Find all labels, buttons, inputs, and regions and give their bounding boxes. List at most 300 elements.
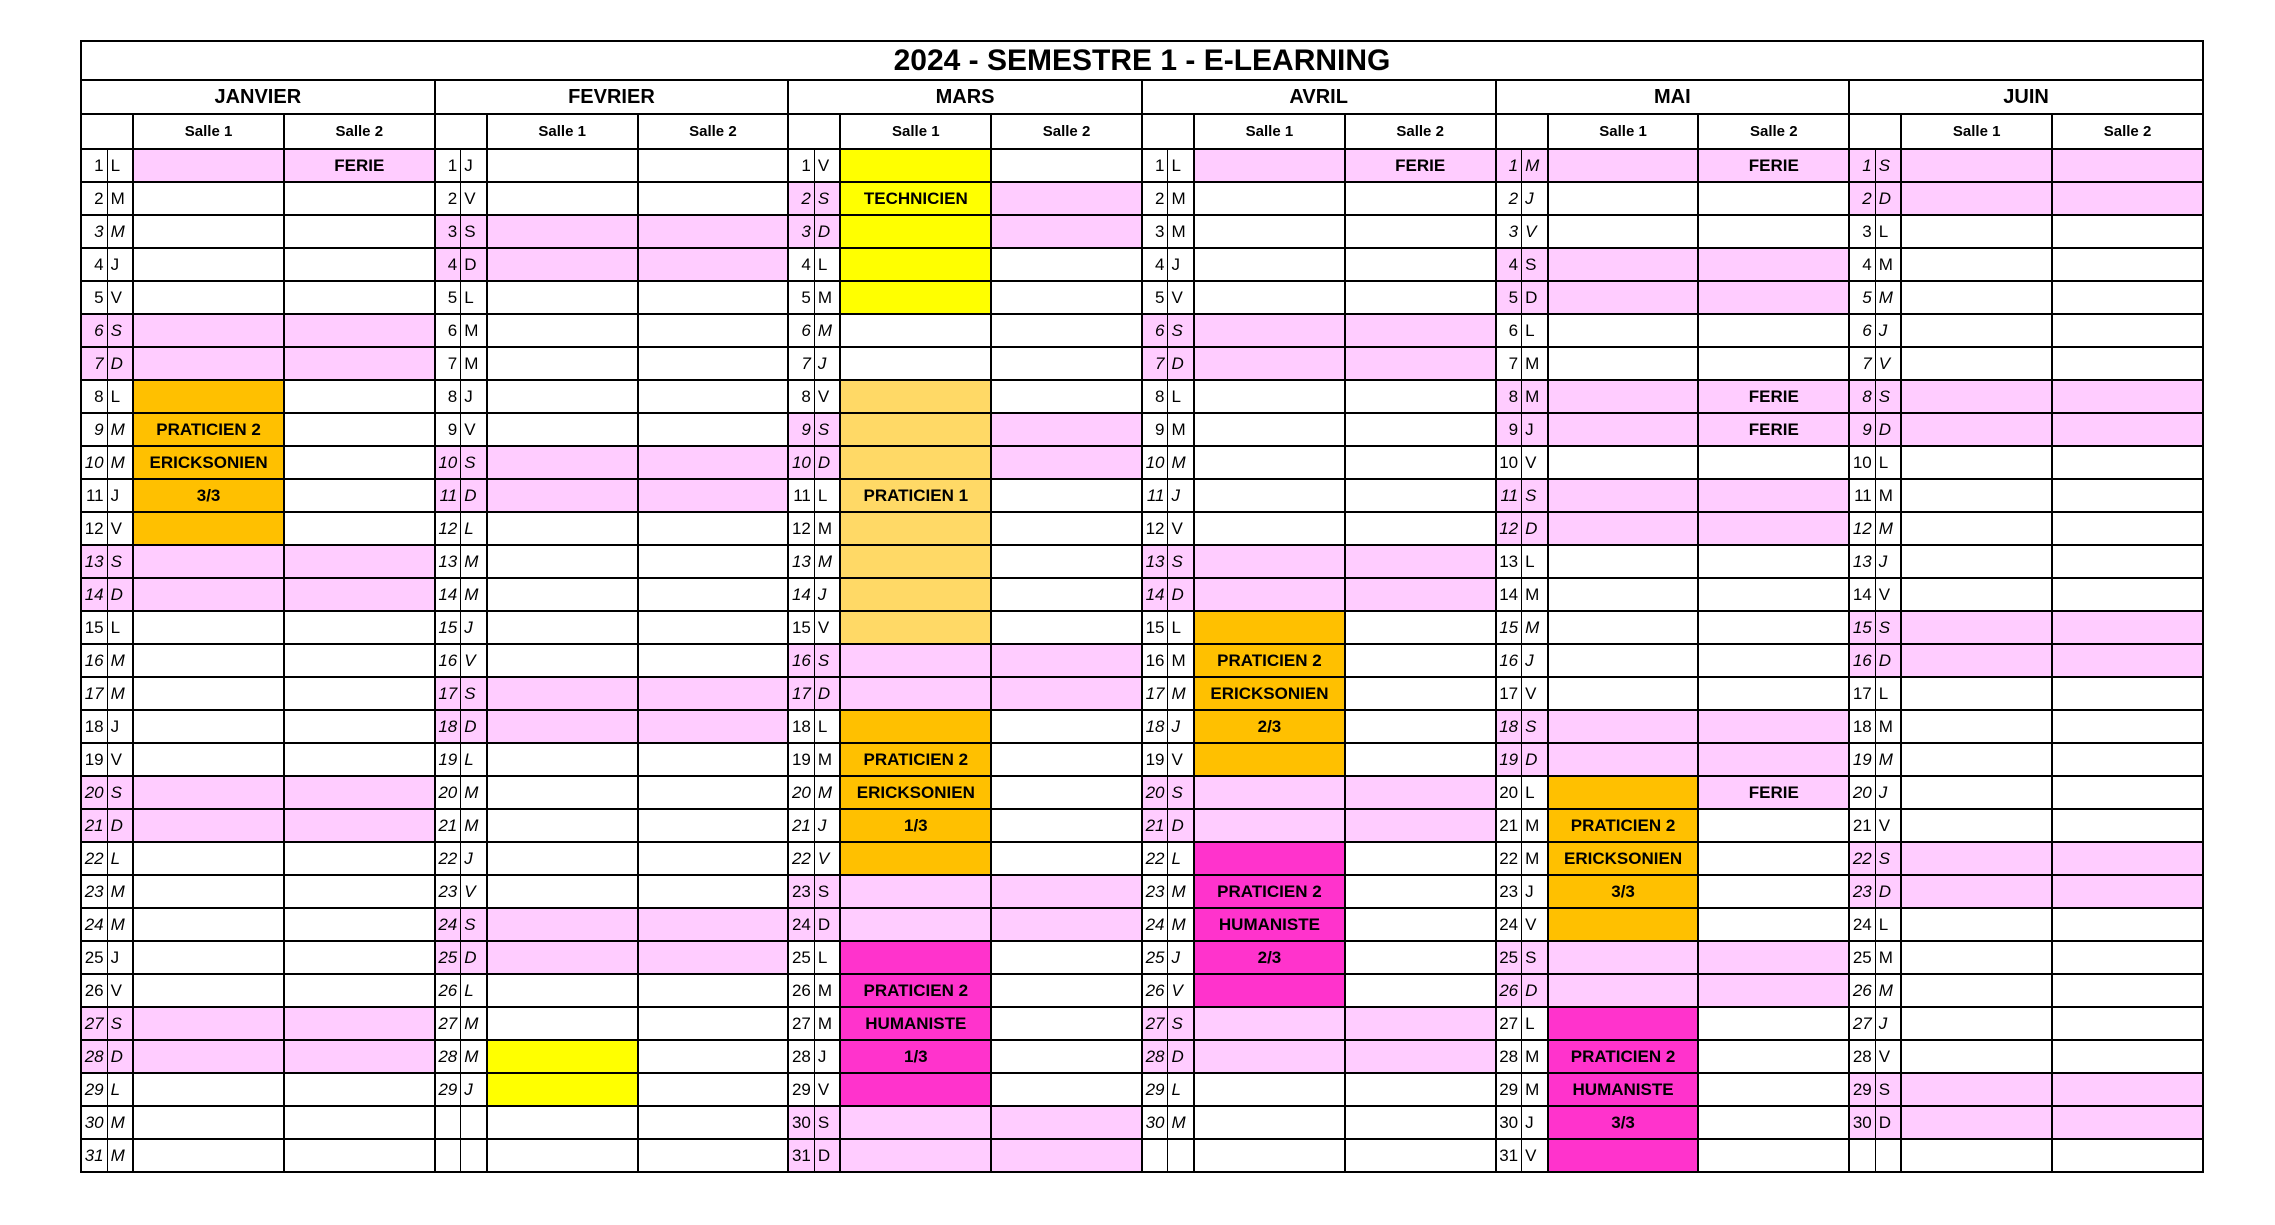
- salle-1-cell: [487, 347, 638, 380]
- salle-2-cell: [1345, 479, 1496, 512]
- salle-2-cell: [284, 1073, 435, 1106]
- salle-1-cell: [1194, 776, 1345, 809]
- salle-1-cell: [487, 644, 638, 677]
- month-header-janvier: JANVIER: [81, 80, 435, 114]
- salle-1-cell: [487, 611, 638, 644]
- day-number: 12: [788, 512, 814, 545]
- salle-2-cell: [1698, 479, 1849, 512]
- salle-1-cell: PRATICIEN 1: [840, 479, 991, 512]
- salle-1-cell: [133, 545, 284, 578]
- day-letter: S: [461, 446, 487, 479]
- day-row: [81, 842, 2203, 875]
- salle-2-cell: [284, 413, 435, 446]
- salle-1-cell: [133, 578, 284, 611]
- room-header-salle-2: Salle 2: [991, 114, 1142, 149]
- day-number: 27: [1142, 1007, 1168, 1040]
- salle-1-cell: [1548, 413, 1699, 446]
- salle-1-cell: [1548, 941, 1699, 974]
- salle-2-cell: [638, 842, 789, 875]
- room-header-salle-1: Salle 1: [133, 114, 284, 149]
- day-number: 21: [788, 809, 814, 842]
- salle-1-cell: [487, 875, 638, 908]
- salle-2-cell: [638, 776, 789, 809]
- salle-1-cell: PRATICIEN 2: [840, 974, 991, 1007]
- salle-2-cell: FERIE: [1698, 413, 1849, 446]
- salle-1-cell: HUMANISTE: [1194, 908, 1345, 941]
- day-letter: J: [814, 809, 840, 842]
- day-row: [81, 710, 2203, 743]
- day-row: [81, 677, 2203, 710]
- day-number: 8: [1142, 380, 1168, 413]
- day-letter: S: [814, 644, 840, 677]
- salle-2-cell: [638, 215, 789, 248]
- salle-2-cell: [2052, 512, 2203, 545]
- salle-1-cell: [133, 248, 284, 281]
- day-letter: S: [1168, 776, 1194, 809]
- day-letter: M: [814, 545, 840, 578]
- salle-1-cell: [1901, 974, 2052, 1007]
- salle-1-cell: [1194, 809, 1345, 842]
- day-letter: V: [1875, 1040, 1901, 1073]
- salle-1-cell: [1901, 743, 2052, 776]
- salle-2-cell: [2052, 281, 2203, 314]
- day-letter: M: [107, 1106, 133, 1139]
- salle-1-cell: [1548, 182, 1699, 215]
- month-header-mars: MARS: [788, 80, 1142, 114]
- day-number: 12: [1142, 512, 1168, 545]
- day-number: 1: [1496, 149, 1522, 182]
- day-number: 14: [788, 578, 814, 611]
- day-letter: V: [814, 842, 840, 875]
- salle-2-cell: [638, 545, 789, 578]
- salle-2-cell: [638, 446, 789, 479]
- day-letter: M: [1875, 710, 1901, 743]
- day-number: 10: [788, 446, 814, 479]
- day-number: 6: [1849, 314, 1875, 347]
- day-number: 10: [1849, 446, 1875, 479]
- day-number: 23: [788, 875, 814, 908]
- day-number: 19: [1496, 743, 1522, 776]
- day-number: 8: [81, 380, 107, 413]
- day-number: 2: [1142, 182, 1168, 215]
- day-number: 27: [435, 1007, 461, 1040]
- day-letter: V: [461, 182, 487, 215]
- day-letter: M: [1168, 644, 1194, 677]
- day-number: 30: [788, 1106, 814, 1139]
- salle-2-cell: [2052, 1007, 2203, 1040]
- day-letter: S: [1522, 479, 1548, 512]
- salle-1-cell: [1901, 149, 2052, 182]
- day-letter: V: [107, 281, 133, 314]
- day-letter: D: [107, 578, 133, 611]
- day-letter: J: [1875, 545, 1901, 578]
- day-letter: L: [461, 512, 487, 545]
- salle-1-cell: [1548, 974, 1699, 1007]
- salle-2-cell: [284, 215, 435, 248]
- salle-2-cell: [2052, 413, 2203, 446]
- day-letter: S: [1875, 611, 1901, 644]
- day-number: 16: [1849, 644, 1875, 677]
- salle-2-cell: [1345, 578, 1496, 611]
- day-letter: D: [814, 677, 840, 710]
- salle-2-cell: [284, 248, 435, 281]
- salle-2-cell: [1698, 578, 1849, 611]
- day-number: 19: [435, 743, 461, 776]
- day-number: 15: [435, 611, 461, 644]
- day-letter: L: [814, 479, 840, 512]
- salle-1-cell: [1194, 1139, 1345, 1172]
- day-row: [81, 479, 2203, 512]
- salle-2-cell: [2052, 875, 2203, 908]
- day-letter: V: [1168, 974, 1194, 1007]
- salle-2-cell: [284, 545, 435, 578]
- day-row: [81, 347, 2203, 380]
- day-letter: J: [1522, 644, 1548, 677]
- salle-2-cell: [638, 908, 789, 941]
- salle-2-cell: [991, 347, 1142, 380]
- salle-1-cell: [487, 809, 638, 842]
- salle-1-cell: [1901, 314, 2052, 347]
- day-row: [81, 644, 2203, 677]
- day-number: 24: [1496, 908, 1522, 941]
- day-number: 14: [1142, 578, 1168, 611]
- day-letter: V: [814, 380, 840, 413]
- day-letter: L: [1168, 842, 1194, 875]
- day-letter: J: [107, 710, 133, 743]
- day-row: [81, 182, 2203, 215]
- day-number: 23: [1849, 875, 1875, 908]
- day-number: 30: [1849, 1106, 1875, 1139]
- day-number: 10: [1142, 446, 1168, 479]
- salle-1-cell: [487, 974, 638, 1007]
- day-number: 6: [81, 314, 107, 347]
- salle-2-cell: [2052, 347, 2203, 380]
- salle-1-cell: [840, 413, 991, 446]
- salle-1-cell: [1194, 215, 1345, 248]
- day-number: 28: [1142, 1040, 1168, 1073]
- salle-1-cell: [1548, 380, 1699, 413]
- day-letter: V: [814, 1073, 840, 1106]
- salle-1-cell: [1901, 248, 2052, 281]
- day-number: 18: [435, 710, 461, 743]
- day-letter: M: [461, 1007, 487, 1040]
- salle-2-cell: [2052, 1139, 2203, 1172]
- day-letter: V: [814, 149, 840, 182]
- salle-2-cell: [1698, 842, 1849, 875]
- day-number: 18: [788, 710, 814, 743]
- salle-2-cell: [638, 941, 789, 974]
- day-letter: V: [461, 644, 487, 677]
- salle-1-cell: [133, 809, 284, 842]
- day-letter: V: [814, 611, 840, 644]
- day-letter: M: [107, 446, 133, 479]
- day-number: 27: [788, 1007, 814, 1040]
- day-number: 16: [81, 644, 107, 677]
- salle-1-cell: [1548, 776, 1699, 809]
- day-row: [81, 875, 2203, 908]
- salle-2-cell: [1698, 1106, 1849, 1139]
- day-letter: L: [107, 149, 133, 182]
- day-letter: M: [1875, 974, 1901, 1007]
- day-number: 20: [1496, 776, 1522, 809]
- day-number: 31: [788, 1139, 814, 1172]
- room-header-salle-2: Salle 2: [2052, 114, 2203, 149]
- day-number: 7: [1142, 347, 1168, 380]
- salle-2-cell: [284, 941, 435, 974]
- salle-1-cell: [1194, 413, 1345, 446]
- day-number: 15: [81, 611, 107, 644]
- day-row: [81, 1007, 2203, 1040]
- day-letter: S: [1168, 545, 1194, 578]
- day-letter: L: [1522, 545, 1548, 578]
- salle-1-cell: [1548, 446, 1699, 479]
- day-number: 1: [1849, 149, 1875, 182]
- salle-1-cell: [133, 743, 284, 776]
- day-number: 12: [1849, 512, 1875, 545]
- room-header-spacer: [788, 114, 840, 149]
- salle-1-cell: [487, 314, 638, 347]
- day-number: 26: [1849, 974, 1875, 1007]
- day-number: 21: [81, 809, 107, 842]
- day-number: 11: [435, 479, 461, 512]
- day-number: 15: [788, 611, 814, 644]
- day-number: 24: [1142, 908, 1168, 941]
- day-letter: D: [1875, 1106, 1901, 1139]
- salle-2-cell: [638, 281, 789, 314]
- salle-1-cell: [1901, 908, 2052, 941]
- day-row: [81, 1139, 2203, 1172]
- salle-1-cell: [487, 776, 638, 809]
- salle-2-cell: [2052, 611, 2203, 644]
- salle-1-cell: [840, 842, 991, 875]
- month-header-row: [81, 80, 2203, 114]
- salle-1-cell: PRATICIEN 2: [840, 743, 991, 776]
- day-number: 6: [1496, 314, 1522, 347]
- salle-1-cell: [840, 644, 991, 677]
- day-number: 10: [81, 446, 107, 479]
- day-letter: S: [1875, 1073, 1901, 1106]
- salle-2-cell: [2052, 842, 2203, 875]
- salle-1-cell: [487, 1007, 638, 1040]
- day-letter: M: [1168, 875, 1194, 908]
- salle-1-cell: [133, 941, 284, 974]
- day-number: 22: [1849, 842, 1875, 875]
- day-letter: S: [107, 776, 133, 809]
- day-letter: D: [814, 908, 840, 941]
- salle-1-cell: [840, 611, 991, 644]
- day-letter: S: [1168, 1007, 1194, 1040]
- day-number: 20: [1849, 776, 1875, 809]
- salle-1-cell: [1901, 380, 2052, 413]
- day-letter: S: [814, 413, 840, 446]
- salle-1-cell: [1901, 446, 2052, 479]
- salle-1-cell: [1194, 479, 1345, 512]
- room-header-salle-1: Salle 1: [487, 114, 638, 149]
- day-number: 24: [1849, 908, 1875, 941]
- salle-1-cell: [1901, 776, 2052, 809]
- day-letter: L: [107, 380, 133, 413]
- day-number: 14: [435, 578, 461, 611]
- day-number: 13: [1142, 545, 1168, 578]
- salle-2-cell: [1698, 677, 1849, 710]
- salle-2-cell: [991, 479, 1142, 512]
- day-letter: L: [1168, 149, 1194, 182]
- salle-2-cell: [991, 545, 1142, 578]
- salle-2-cell: [991, 248, 1142, 281]
- salle-1-cell: [1901, 281, 2052, 314]
- day-letter: D: [814, 446, 840, 479]
- salle-2-cell: [2052, 1073, 2203, 1106]
- day-letter: D: [107, 1040, 133, 1073]
- day-letter: S: [814, 182, 840, 215]
- day-number: 12: [435, 512, 461, 545]
- salle-2-cell: [2052, 677, 2203, 710]
- day-letter: L: [107, 611, 133, 644]
- salle-2-cell: [2052, 248, 2203, 281]
- day-letter: D: [1168, 578, 1194, 611]
- salle-2-cell: [284, 644, 435, 677]
- salle-1-cell: [133, 611, 284, 644]
- day-number: 23: [81, 875, 107, 908]
- room-header-spacer: [81, 114, 133, 149]
- salle-2-cell: [1698, 545, 1849, 578]
- day-number: 31: [81, 1139, 107, 1172]
- salle-1-cell: [840, 941, 991, 974]
- day-number: 23: [1496, 875, 1522, 908]
- salle-2-cell: [991, 611, 1142, 644]
- salle-2-cell: [991, 281, 1142, 314]
- salle-1-cell: [1548, 644, 1699, 677]
- salle-1-cell: [1194, 248, 1345, 281]
- day-letter: M: [461, 314, 487, 347]
- salle-2-cell: [284, 611, 435, 644]
- day-number: 28: [788, 1040, 814, 1073]
- salle-2-cell: [638, 875, 789, 908]
- day-letter: L: [1168, 611, 1194, 644]
- salle-1-cell: [1901, 578, 2052, 611]
- day-number: 25: [1142, 941, 1168, 974]
- day-letter: L: [1168, 1073, 1194, 1106]
- day-letter: D: [461, 248, 487, 281]
- salle-1-cell: [487, 479, 638, 512]
- day-number: 19: [1849, 743, 1875, 776]
- day-letter: M: [1875, 248, 1901, 281]
- semester-calendar-table: [80, 40, 2204, 1173]
- salle-2-cell: [1345, 677, 1496, 710]
- salle-1-cell: [487, 512, 638, 545]
- day-number: 17: [435, 677, 461, 710]
- salle-2-cell: [991, 1106, 1142, 1139]
- day-number: 22: [1142, 842, 1168, 875]
- month-header-juin: JUIN: [1849, 80, 2203, 114]
- salle-1-cell: [1901, 1106, 2052, 1139]
- day-letter: S: [1522, 710, 1548, 743]
- salle-1-cell: [1194, 314, 1345, 347]
- day-number: 4: [81, 248, 107, 281]
- salle-1-cell: [840, 149, 991, 182]
- day-row: [81, 446, 2203, 479]
- day-number: [435, 1139, 461, 1172]
- salle-2-cell: [284, 776, 435, 809]
- salle-2-cell: [1345, 248, 1496, 281]
- day-number: 17: [1142, 677, 1168, 710]
- salle-1-cell: [487, 215, 638, 248]
- salle-1-cell: [1194, 611, 1345, 644]
- salle-1-cell: [1901, 479, 2052, 512]
- day-number: 20: [1142, 776, 1168, 809]
- day-number: 13: [788, 545, 814, 578]
- salle-2-cell: [638, 743, 789, 776]
- day-number: 13: [1849, 545, 1875, 578]
- salle-2-cell: [991, 446, 1142, 479]
- day-number: 7: [81, 347, 107, 380]
- day-number: 3: [1496, 215, 1522, 248]
- salle-1-cell: [1194, 842, 1345, 875]
- salle-2-cell: [1345, 413, 1496, 446]
- day-letter: M: [1168, 446, 1194, 479]
- day-number: 11: [1849, 479, 1875, 512]
- salle-1-cell: [840, 1139, 991, 1172]
- salle-1-cell: [133, 314, 284, 347]
- salle-2-cell: [991, 644, 1142, 677]
- salle-1-cell: [840, 545, 991, 578]
- day-letter: M: [814, 743, 840, 776]
- day-number: 9: [1849, 413, 1875, 446]
- day-letter: D: [107, 347, 133, 380]
- salle-2-cell: [2052, 479, 2203, 512]
- salle-1-cell: 1/3: [840, 1040, 991, 1073]
- day-number: 25: [788, 941, 814, 974]
- day-number: 3: [1142, 215, 1168, 248]
- day-number: 9: [788, 413, 814, 446]
- day-letter: M: [1522, 149, 1548, 182]
- day-number: 5: [1496, 281, 1522, 314]
- day-letter: J: [1168, 941, 1194, 974]
- day-letter: D: [461, 479, 487, 512]
- day-number: 20: [81, 776, 107, 809]
- room-header-spacer: [1849, 114, 1901, 149]
- salle-1-cell: [487, 842, 638, 875]
- salle-2-cell: [1345, 1007, 1496, 1040]
- day-letter: D: [814, 1139, 840, 1172]
- day-number: 3: [81, 215, 107, 248]
- salle-2-cell: [1698, 611, 1849, 644]
- day-number: 5: [435, 281, 461, 314]
- day-letter: J: [107, 941, 133, 974]
- day-letter: V: [1875, 578, 1901, 611]
- salle-1-cell: [487, 1073, 638, 1106]
- salle-1-cell: PRATICIEN 2: [1548, 809, 1699, 842]
- salle-1-cell: [840, 1073, 991, 1106]
- day-number: 29: [435, 1073, 461, 1106]
- room-header-salle-1: Salle 1: [1901, 114, 2052, 149]
- day-number: 7: [1849, 347, 1875, 380]
- day-number: 3: [435, 215, 461, 248]
- room-header-spacer: [435, 114, 487, 149]
- day-letter: V: [1522, 1139, 1548, 1172]
- day-letter: L: [1522, 314, 1548, 347]
- salle-2-cell: [284, 743, 435, 776]
- salle-2-cell: [2052, 446, 2203, 479]
- salle-1-cell: [487, 578, 638, 611]
- salle-1-cell: [487, 908, 638, 941]
- day-number: 23: [1142, 875, 1168, 908]
- day-letter: M: [814, 512, 840, 545]
- day-number: 21: [1496, 809, 1522, 842]
- day-letter: M: [107, 182, 133, 215]
- room-header-salle-2: Salle 2: [1345, 114, 1496, 149]
- day-letter: L: [1875, 446, 1901, 479]
